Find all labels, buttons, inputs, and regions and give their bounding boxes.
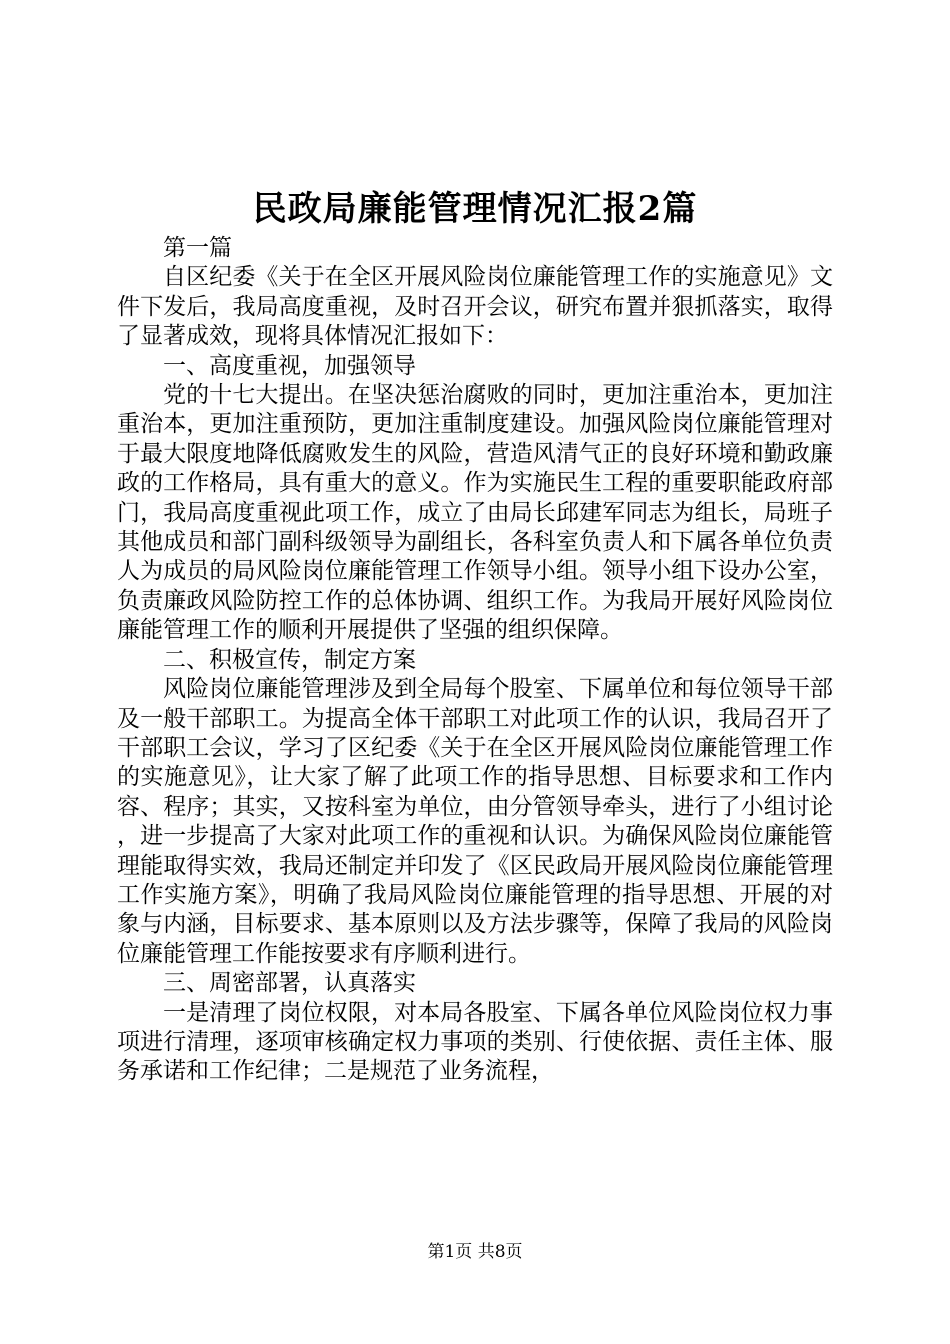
section-heading-3: 三、周密部署，认真落实 bbox=[163, 970, 416, 997]
section-heading-1: 一、高度重视，加强领导 bbox=[163, 352, 416, 379]
document-body bbox=[117, 234, 833, 1087]
page-footer: 第1页 共8页 bbox=[427, 1242, 523, 1262]
document-title: 民政局廉能管理情况汇报2篇 bbox=[252, 189, 698, 229]
section-paragraph-2: 风险岗位廉能管理涉及到全局每个股室、下属单位和每位领导干部及一般干部职工。为提高全体干部职工对此项工作的认识，我局召开了干部职工会议，学习了区纪委《关于在全区开展风险岗位廉能管理工作的实施意见》，让大家了解了此项工作的指导思想、目标要求和工作内容、程序；其实，又按科室为单位，由分管领导牵头，进行了小组讨论，进一步提高了大家对此项工作的重视和认识。为确保风险岗位廉能管理能取得实效，我局还制定并印发了《区民政局开展风险岗位廉能管理工作实施方案》，明确了我局风险岗位廉能管理的指导思想、开展的对象与内涵，目标要求、基本原则以及方法步骤等，保障了我局的风险岗位廉能管理工作能按要求有序顺利进行。 bbox=[117, 676, 833, 967]
intro-paragraph: 自区纪委《关于在全区开展风险岗位廉能管理工作的实施意见》文件下发后，我局高度重视，及时召开会议，研究布置并狠抓落实，取得了显著成效，现将具体情况汇报如下： bbox=[117, 264, 833, 350]
section-paragraph-1: 党的十七大提出。在坚决惩治腐败的同时，更加注重治本，更加注重治本，更加注重预防，更加注重制度建设。加强风险岗位廉能管理对于最大限度地降低腐败发生的风险，营造风清气正的良好环境和勤政廉政的工作格局，具有重大的意义。作为实施民生工程的重要职能政府部门，我局高度重视此项工作，成立了由局长邱建军同志为组长，局班子其他成员和部门副科级领导为副组长，各科室负责人和下属各单位负责人为成员的局风险岗位廉能管理工作领导小组。领导小组下设办公室，负责廉政风险防控工作的总体协调、组织工作。为我局开展好风险岗位廉能管理工作的顺利开展提供了坚强的组织保障。 bbox=[117, 382, 833, 644]
section-label: 第一篇 bbox=[163, 235, 232, 261]
section-heading-2: 二、积极宣传，制定方案 bbox=[163, 646, 416, 673]
section-paragraph-3: 一是清理了岗位权限，对本局各股室、下属各单位风险岗位权力事项进行清理，逐项审核确定权力事项的类别、行使依据、责任主体、服务承诺和工作纪律；二是规范了业务流程， bbox=[117, 999, 833, 1085]
